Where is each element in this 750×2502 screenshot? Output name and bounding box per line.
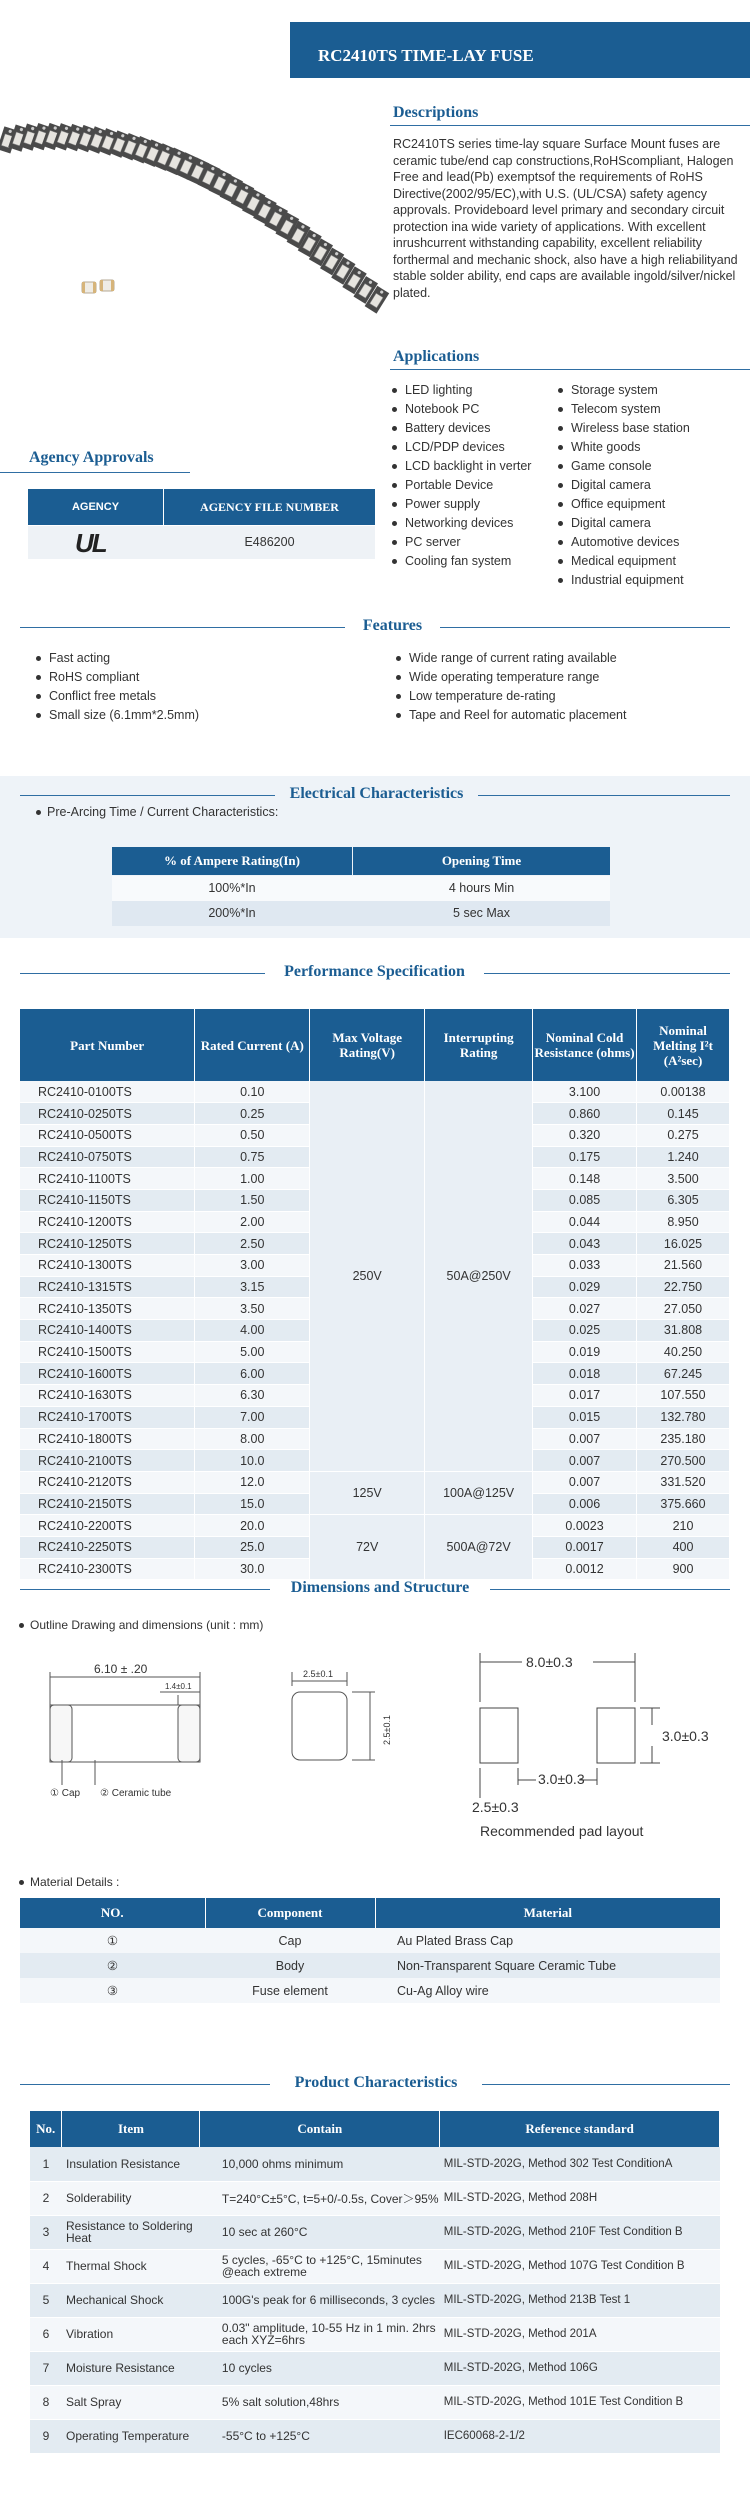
list-item: Low temperature de-rating — [396, 687, 736, 706]
table-row — [30, 2215, 720, 2249]
list-item: Power supply — [392, 495, 557, 514]
list-item: Automotive devices — [558, 533, 743, 552]
divider — [490, 1589, 730, 1590]
divider — [440, 627, 730, 628]
contain-cell: 10 cycles — [200, 2351, 440, 2385]
pad-width-dim: 8.0±0.3 — [526, 1654, 573, 1670]
rated-current-cell: 3.00 — [195, 1255, 310, 1277]
rated-current-cell: 15.0 — [195, 1493, 310, 1515]
component-cell: Fuse element — [252, 1983, 328, 1998]
electrical-heading: Electrical Characteristics — [289, 785, 464, 802]
list-item: LCD backlight in verter — [392, 457, 557, 476]
part-number-cell: RC2410-1400TS — [20, 1320, 195, 1342]
table-row — [30, 2351, 720, 2385]
rated-current-cell: 0.50 — [195, 1124, 310, 1146]
rated-current-cell: 3.15 — [195, 1276, 310, 1298]
list-item: Industrial equipment — [558, 571, 743, 590]
page-title: RC2410TS TIME-LAY FUSE — [318, 46, 534, 65]
melting-cell: 235.180 — [637, 1428, 730, 1450]
part-number-cell: RC2410-0250TS — [20, 1103, 195, 1125]
col-rated-current: Rated Current (A) — [195, 1009, 310, 1081]
melting-cell: 16.025 — [637, 1233, 730, 1255]
part-number-cell: RC2410-1800TS — [20, 1428, 195, 1450]
item-cell: Solderability — [62, 2181, 200, 2215]
interrupting-cell: 500A@72V — [425, 1515, 533, 1580]
list-item: LED lighting — [392, 381, 557, 400]
list-item: Wide range of current rating available — [396, 649, 736, 668]
interrupting-cell: 50A@250V — [425, 1081, 533, 1471]
agency-file-number: E486200 — [244, 535, 295, 549]
melting-cell: 331.520 — [637, 1471, 730, 1493]
rated-current-cell: 7.00 — [195, 1406, 310, 1428]
no-cell: 5 — [30, 2283, 62, 2317]
table-row — [20, 1978, 720, 2003]
list-item: Telecom system — [558, 400, 743, 419]
contain-cell: 0.03" amplitude, 10-55 Hz in 1 min. 2hrs each XYZ=6hrs — [200, 2317, 440, 2351]
divider — [0, 472, 190, 473]
resistance-cell: 0.027 — [533, 1298, 637, 1320]
table-row — [30, 2181, 720, 2215]
table-row — [20, 1515, 730, 1537]
agency-file-col-header: AGENCY FILE NUMBER — [164, 489, 375, 525]
material-table — [20, 1898, 720, 2003]
divider — [478, 795, 730, 796]
resistance-cell: 0.019 — [533, 1341, 637, 1363]
resistance-cell: 0.017 — [533, 1385, 637, 1407]
resistance-cell: 0.025 — [533, 1320, 637, 1342]
resistance-cell: 0.0023 — [533, 1515, 637, 1537]
resistance-cell: 3.100 — [533, 1081, 637, 1103]
electrical-subtitle: Pre-Arcing Time / Current Characteristics: — [47, 805, 279, 819]
pad-x-dim: 2.5±0.3 — [472, 1799, 519, 1815]
table-row — [20, 1081, 730, 1103]
square-width-dim: 2.5±0.1 — [303, 1669, 333, 1679]
col-cold-resistance: Nominal Cold Resistance (ohms) — [533, 1009, 637, 1081]
melting-cell: 1.240 — [637, 1146, 730, 1168]
pre-arcing-col-header: % of Ampere Rating(In) — [112, 847, 352, 875]
rated-current-cell: 1.50 — [195, 1189, 310, 1211]
material-cell: Non-Transparent Square Ceramic Tube — [397, 1958, 617, 1973]
divider — [20, 973, 265, 974]
no-cell: ③ — [106, 1984, 119, 1998]
reference-cell: MIL-STD-202G, Method 106G — [440, 2351, 720, 2385]
item-cell: Vibration — [62, 2317, 200, 2351]
no-cell: 1 — [30, 2147, 62, 2181]
list-item: LCD/PDP devices — [392, 438, 557, 457]
rated-current-cell: 0.25 — [195, 1103, 310, 1125]
divider — [484, 973, 730, 974]
list-item: Wireless base station — [558, 419, 743, 438]
melting-cell: 67.245 — [637, 1363, 730, 1385]
pad-caption: Recommended pad layout — [480, 1823, 644, 1839]
list-item: Game console — [558, 457, 743, 476]
melting-cell: 6.305 — [637, 1189, 730, 1211]
item-cell: Moisture Resistance — [62, 2351, 200, 2385]
item-cell: Mechanical Shock — [62, 2283, 200, 2317]
agency-heading: Agency Approvals — [29, 449, 154, 466]
resistance-cell: 0.015 — [533, 1406, 637, 1428]
list-item: Notebook PC — [392, 400, 557, 419]
melting-cell: 3.500 — [637, 1168, 730, 1190]
resistance-cell: 0.043 — [533, 1233, 637, 1255]
features-list-1 — [36, 649, 366, 725]
no-cell: 8 — [30, 2385, 62, 2419]
descriptions-heading: Descriptions — [393, 104, 479, 121]
list-item: Small size (6.1mm*2.5mm) — [36, 706, 366, 725]
applications-list-1 — [392, 381, 557, 571]
divider — [20, 2084, 270, 2085]
col-item: Item — [62, 2111, 200, 2147]
melting-cell: 21.560 — [637, 1255, 730, 1277]
pad-gap-dim: 3.0±0.3 — [538, 1771, 585, 1787]
divider — [390, 369, 750, 370]
description-text: RC2410TS series time-lay square Surface Mount fuses are ceramic tube/end cap constructions,RoHScompliant, Halogen Free and lead(Pb) exemptsof the requirements of RoHS Directive(2002/95/EC),with U.S. (UL/CSA) safety agency approvals. Provideboard level primary and secondary circuit protection ina wide variety of applications. With excellent inrushcurrent withstanding capability, excellent reliability forthermal and mechanic shock, also have a high reliabilityand stable solder ability, end caps are available ingold/silver/nickel plated. — [393, 137, 738, 300]
part-number-cell: RC2410-1350TS — [20, 1298, 195, 1320]
list-item: Digital camera — [558, 514, 743, 533]
part-number-cell: RC2410-1150TS — [20, 1189, 195, 1211]
material-cell: Au Plated Brass Cap — [397, 1933, 514, 1948]
part-number-cell: RC2410-2300TS — [20, 1558, 195, 1580]
melting-cell: 132.780 — [637, 1406, 730, 1428]
item-cell: Salt Spray — [62, 2385, 200, 2419]
item-cell: Insulation Resistance — [62, 2147, 200, 2181]
rated-current-cell: 6.00 — [195, 1363, 310, 1385]
col-part-number: Part Number — [20, 1009, 195, 1081]
part-number-cell: RC2410-2200TS — [20, 1515, 195, 1537]
list-item: Digital camera — [558, 476, 743, 495]
melting-cell: 27.050 — [637, 1298, 730, 1320]
divider — [390, 125, 750, 126]
opening-time-cell: 4 hours Min — [448, 881, 515, 895]
resistance-cell: 0.007 — [533, 1471, 637, 1493]
rating-cell: 100%*In — [208, 881, 256, 895]
table-row — [20, 1928, 720, 1953]
cap-dim: 1.4±0.1 — [165, 1682, 192, 1691]
col-max-voltage: Max Voltage Rating(V) — [310, 1009, 425, 1081]
resistance-cell: 0.175 — [533, 1146, 637, 1168]
part-number-cell: RC2410-1200TS — [20, 1211, 195, 1233]
melting-cell: 40.250 — [637, 1341, 730, 1363]
features-list-2 — [396, 649, 736, 725]
list-item: Tape and Reel for automatic placement — [396, 706, 736, 725]
table-row — [20, 1471, 730, 1493]
part-number-cell: RC2410-1500TS — [20, 1341, 195, 1363]
resistance-cell: 0.044 — [533, 1211, 637, 1233]
resistance-cell: 0.148 — [533, 1168, 637, 1190]
contain-cell: 5% salt solution,48hrs — [200, 2385, 440, 2419]
col-contain: Contain — [200, 2111, 440, 2147]
list-item: PC server — [392, 533, 557, 552]
col-material: Material — [375, 1898, 720, 1928]
contain-cell: 10,000 ohms minimum — [200, 2147, 440, 2181]
list-item: Cooling fan system — [392, 552, 557, 571]
melting-cell: 31.808 — [637, 1320, 730, 1342]
contain-cell: T=240°C±5°C, t=5+0/-0.5s, Cover＞95% — [200, 2181, 440, 2215]
interrupting-cell: 100A@125V — [425, 1471, 533, 1514]
resistance-cell: 0.033 — [533, 1255, 637, 1277]
rated-current-cell: 30.0 — [195, 1558, 310, 1580]
melting-cell: 270.500 — [637, 1450, 730, 1472]
col-reference: Reference standard — [440, 2111, 720, 2147]
applications-list-2 — [558, 381, 743, 590]
contain-cell: -55°C to +125°C — [200, 2419, 440, 2453]
list-item: RoHS compliant — [36, 668, 366, 687]
rated-current-cell: 1.00 — [195, 1168, 310, 1190]
legend-cap: ① Cap — [50, 1788, 81, 1799]
reference-cell: MIL-STD-202G, Method 101E Test Condition B — [440, 2385, 720, 2419]
list-item: Networking devices — [392, 514, 557, 533]
col-no: No. — [30, 2111, 62, 2147]
part-number-cell: RC2410-2150TS — [20, 1493, 195, 1515]
material-subtitle: Material Details : — [30, 1875, 120, 1889]
reference-cell: MIL-STD-202G, Method 210F Test Condition B — [440, 2215, 720, 2249]
part-number-cell: RC2410-1100TS — [20, 1168, 195, 1190]
resistance-cell: 0.0012 — [533, 1558, 637, 1580]
part-number-cell: RC2410-1600TS — [20, 1363, 195, 1385]
melting-cell: 0.00138 — [637, 1081, 730, 1103]
component-cell: Cap — [278, 1933, 302, 1948]
melting-cell: 375.660 — [637, 1493, 730, 1515]
outline-drawing — [0, 1640, 750, 1840]
table-row — [30, 2385, 720, 2419]
bullet — [19, 1623, 24, 1628]
contain-cell: 100G's peak for 6 milliseconds, 3 cycles — [200, 2283, 440, 2317]
dimensions-heading: Dimensions and Structure — [290, 1579, 470, 1596]
part-number-cell: RC2410-0500TS — [20, 1124, 195, 1146]
resistance-cell: 0.320 — [533, 1124, 637, 1146]
table-row — [30, 2419, 720, 2453]
divider — [20, 627, 345, 628]
list-item: Medical equipment — [558, 552, 743, 571]
resistance-cell: 0.007 — [533, 1428, 637, 1450]
part-number-cell: RC2410-2120TS — [20, 1471, 195, 1493]
opening-time-cell: 5 sec Max — [453, 906, 510, 920]
no-cell: 2 — [30, 2181, 62, 2215]
no-cell: 4 — [30, 2249, 62, 2283]
col-component: Component — [205, 1898, 375, 1928]
rated-current-cell: 3.50 — [195, 1298, 310, 1320]
melting-cell: 107.550 — [637, 1385, 730, 1407]
reference-cell: MIL-STD-202G, Method 201A — [440, 2317, 720, 2351]
list-item: Conflict free metals — [36, 687, 366, 706]
list-item: Battery devices — [392, 419, 557, 438]
item-cell: Operating Temperature — [62, 2419, 200, 2453]
voltage-cell: 250V — [310, 1081, 425, 1471]
ul-logo: UL — [75, 528, 106, 558]
table-row — [30, 2249, 720, 2283]
performance-heading: Performance Specification — [284, 963, 465, 980]
divider — [20, 795, 275, 796]
table-row — [30, 2147, 720, 2181]
col-interrupting: Interrupting Rating — [425, 1009, 533, 1081]
table-row — [30, 2317, 720, 2351]
resistance-cell: 0.029 — [533, 1276, 637, 1298]
square-height-dim: 2.5±0.1 — [382, 1715, 392, 1745]
col-melting: Nominal Melting I²t (A²sec) — [637, 1009, 730, 1081]
item-cell: Resistance to Soldering Heat — [62, 2215, 200, 2249]
component-cell: Body — [275, 1958, 305, 1973]
melting-cell: 0.145 — [637, 1103, 730, 1125]
part-number-cell: RC2410-1700TS — [20, 1406, 195, 1428]
melting-cell: 22.750 — [637, 1276, 730, 1298]
part-number-cell: RC2410-2100TS — [20, 1450, 195, 1472]
voltage-cell: 72V — [310, 1515, 425, 1580]
part-number-cell: RC2410-1630TS — [20, 1385, 195, 1407]
rated-current-cell: 4.00 — [195, 1320, 310, 1342]
contain-cell: 5 cycles, -65°C to +125°C, 15minutes @each extreme — [200, 2249, 440, 2283]
bullet — [36, 810, 41, 815]
contain-cell: 10 sec at 260°C — [200, 2215, 440, 2249]
rated-current-cell: 0.10 — [195, 1081, 310, 1103]
list-item: Fast acting — [36, 649, 366, 668]
melting-cell: 210 — [637, 1515, 730, 1537]
legend-ceramic: ② Ceramic tube — [100, 1788, 172, 1799]
rating-cell: 200%*In — [208, 906, 256, 920]
performance-table — [20, 1009, 730, 1580]
divider — [20, 1589, 270, 1590]
table-row — [30, 2283, 720, 2317]
reference-cell: MIL-STD-202G, Method 208H — [440, 2181, 720, 2215]
no-cell: 7 — [30, 2351, 62, 2385]
rated-current-cell: 20.0 — [195, 1515, 310, 1537]
part-number-cell: RC2410-1300TS — [20, 1255, 195, 1277]
reference-cell: MIL-STD-202G, Method 107G Test Condition B — [440, 2249, 720, 2283]
list-item: Office equipment — [558, 495, 743, 514]
length-dim: 6.10 ± .20 — [94, 1662, 148, 1676]
no-cell: ② — [106, 1959, 119, 1973]
resistance-cell: 0.085 — [533, 1189, 637, 1211]
product-heading: Product Characteristics — [294, 2074, 458, 2091]
part-number-cell: RC2410-1315TS — [20, 1276, 195, 1298]
agency-col-header: AGENCY — [28, 489, 163, 525]
rated-current-cell: 10.0 — [195, 1450, 310, 1472]
melting-cell: 400 — [637, 1536, 730, 1558]
no-cell: 3 — [30, 2215, 62, 2249]
voltage-cell: 125V — [310, 1471, 425, 1514]
rated-current-cell: 0.75 — [195, 1146, 310, 1168]
opening-time-col-header: Opening Time — [353, 847, 610, 875]
no-cell: 6 — [30, 2317, 62, 2351]
table-row — [20, 1953, 720, 1978]
rated-current-cell: 2.00 — [195, 1211, 310, 1233]
list-item: Storage system — [558, 381, 743, 400]
reference-cell: MIL-STD-202G, Method 213B Test 1 — [440, 2283, 720, 2317]
bullet — [19, 1880, 24, 1885]
item-cell: Thermal Shock — [62, 2249, 200, 2283]
features-heading: Features — [362, 617, 423, 634]
outline-subtitle: Outline Drawing and dimensions (unit : mm) — [30, 1618, 264, 1632]
resistance-cell: 0.0017 — [533, 1536, 637, 1558]
col-no: NO. — [20, 1898, 205, 1928]
list-item: White goods — [558, 438, 743, 457]
applications-heading: Applications — [393, 348, 480, 365]
melting-cell: 8.950 — [637, 1211, 730, 1233]
resistance-cell: 0.007 — [533, 1450, 637, 1472]
reference-cell: MIL-STD-202G, Method 302 Test ConditionA — [440, 2147, 720, 2181]
melting-cell: 900 — [637, 1558, 730, 1580]
reference-cell: IEC60068-2-1/2 — [440, 2419, 720, 2453]
rated-current-cell: 12.0 — [195, 1471, 310, 1493]
resistance-cell: 0.006 — [533, 1493, 637, 1515]
pad-height-dim: 3.0±0.3 — [662, 1728, 709, 1744]
no-cell: 9 — [30, 2419, 62, 2453]
rated-current-cell: 2.50 — [195, 1233, 310, 1255]
list-item: Wide operating temperature range — [396, 668, 736, 687]
resistance-cell: 0.018 — [533, 1363, 637, 1385]
product-table — [30, 2111, 720, 2454]
rated-current-cell: 6.30 — [195, 1385, 310, 1407]
part-number-cell: RC2410-0100TS — [20, 1081, 195, 1103]
part-number-cell: RC2410-1250TS — [20, 1233, 195, 1255]
rated-current-cell: 8.00 — [195, 1428, 310, 1450]
product-photo — [0, 120, 395, 335]
part-number-cell: RC2410-0750TS — [20, 1146, 195, 1168]
rated-current-cell: 25.0 — [195, 1536, 310, 1558]
list-item: Portable Device — [392, 476, 557, 495]
melting-cell: 0.275 — [637, 1124, 730, 1146]
divider — [482, 2084, 730, 2085]
resistance-cell: 0.860 — [533, 1103, 637, 1125]
material-cell: Cu-Ag Alloy wire — [397, 1983, 489, 1998]
part-number-cell: RC2410-2250TS — [20, 1536, 195, 1558]
no-cell: ① — [106, 1934, 119, 1948]
rated-current-cell: 5.00 — [195, 1341, 310, 1363]
